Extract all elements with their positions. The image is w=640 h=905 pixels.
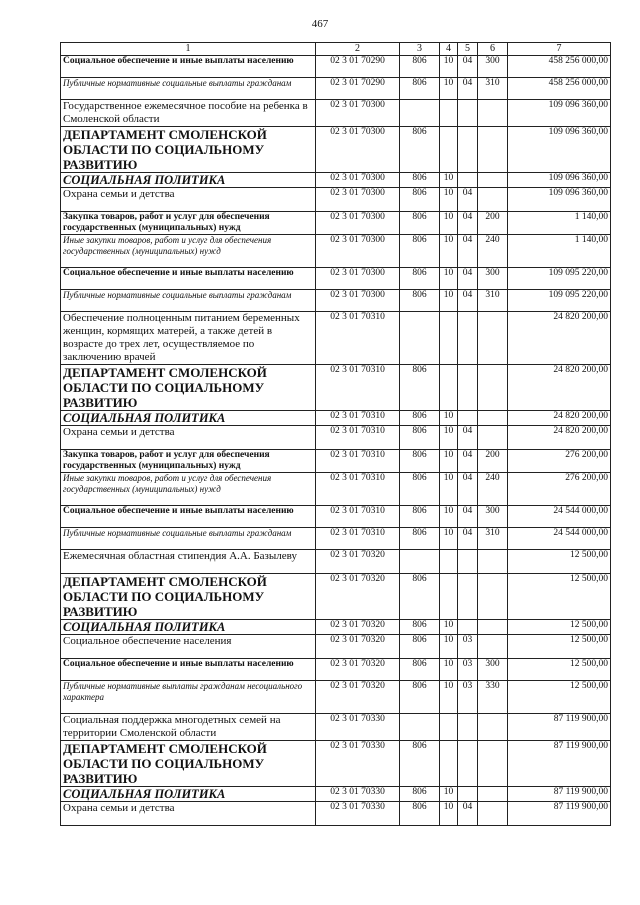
cell-c4: 10 [440, 212, 458, 235]
cell-code: 02 3 01 70320 [316, 550, 400, 574]
cell-amount: 24 544 000,00 [508, 528, 611, 550]
cell-code: 02 3 01 70310 [316, 312, 400, 365]
table-row [61, 635, 611, 659]
cell-c4 [440, 550, 458, 574]
cell-code: 02 3 01 70300 [316, 290, 400, 312]
cell-c4: 10 [440, 450, 458, 473]
table-row [61, 473, 611, 506]
table-row [61, 802, 611, 826]
header-col-4: 4 [440, 43, 458, 56]
cell-c4: 10 [440, 235, 458, 268]
cell-amount: 24 820 200,00 [508, 426, 611, 450]
cell-c5 [458, 714, 478, 741]
cell-c4: 10 [440, 787, 458, 802]
cell-name: ДЕПАРТАМЕНТ СМОЛЕНСКОЙ ОБЛАСТИ ПО СОЦИАЛЬНОМУ РАЗВИТИЮ [61, 741, 316, 787]
cell-c6: 240 [478, 473, 508, 506]
cell-name: Охрана семьи и детства [61, 802, 316, 826]
cell-c5: 03 [458, 659, 478, 681]
table-row [61, 290, 611, 312]
table-row [61, 620, 611, 635]
cell-c6 [478, 100, 508, 127]
cell-c5: 04 [458, 78, 478, 100]
cell-c4 [440, 100, 458, 127]
cell-code: 02 3 01 70300 [316, 268, 400, 290]
cell-c6: 300 [478, 268, 508, 290]
table-row [61, 235, 611, 268]
cell-code: 02 3 01 70300 [316, 127, 400, 173]
cell-c3: 806 [400, 802, 440, 826]
cell-amount: 458 256 000,00 [508, 78, 611, 100]
cell-c5: 04 [458, 473, 478, 506]
cell-code: 02 3 01 70310 [316, 411, 400, 426]
cell-c6: 200 [478, 450, 508, 473]
cell-name: Социальное обеспечение и иные выплаты населению [61, 506, 316, 528]
cell-amount: 12 500,00 [508, 620, 611, 635]
cell-amount: 1 140,00 [508, 212, 611, 235]
cell-c3: 806 [400, 268, 440, 290]
table-row [61, 506, 611, 528]
cell-name: ДЕПАРТАМЕНТ СМОЛЕНСКОЙ ОБЛАСТИ ПО СОЦИАЛЬНОМУ РАЗВИТИЮ [61, 365, 316, 411]
cell-name: Социальное обеспечение и иные выплаты населению [61, 268, 316, 290]
cell-code: 02 3 01 70310 [316, 528, 400, 550]
cell-c5: 03 [458, 635, 478, 659]
cell-c3: 806 [400, 620, 440, 635]
cell-c6 [478, 411, 508, 426]
table-row [61, 100, 611, 127]
table-row [61, 268, 611, 290]
table-row [61, 426, 611, 450]
cell-c5 [458, 365, 478, 411]
cell-c4 [440, 714, 458, 741]
header-col-1: 1 [61, 43, 316, 56]
cell-code: 02 3 01 70330 [316, 802, 400, 826]
cell-c6 [478, 312, 508, 365]
cell-c6 [478, 802, 508, 826]
cell-amount: 24 544 000,00 [508, 506, 611, 528]
cell-amount: 12 500,00 [508, 635, 611, 659]
table-row [61, 188, 611, 212]
cell-c5 [458, 100, 478, 127]
cell-amount: 12 500,00 [508, 574, 611, 620]
cell-amount: 109 096 360,00 [508, 173, 611, 188]
cell-name: Обеспечение полноценным питанием беременных женщин, кормящих матерей, а также детей в возрасте до трех лет, осуществляемое по заключению врачей [61, 312, 316, 365]
cell-c5: 04 [458, 506, 478, 528]
cell-c5 [458, 312, 478, 365]
cell-c6 [478, 188, 508, 212]
cell-c3: 806 [400, 450, 440, 473]
cell-c4: 10 [440, 802, 458, 826]
cell-c5: 04 [458, 528, 478, 550]
cell-c6 [478, 787, 508, 802]
cell-c4: 10 [440, 290, 458, 312]
cell-c5 [458, 787, 478, 802]
cell-c3: 806 [400, 56, 440, 78]
cell-c4: 10 [440, 659, 458, 681]
cell-code: 02 3 01 70330 [316, 741, 400, 787]
cell-code: 02 3 01 70320 [316, 620, 400, 635]
cell-c6 [478, 620, 508, 635]
cell-c3: 806 [400, 212, 440, 235]
cell-c6: 310 [478, 290, 508, 312]
cell-c3: 806 [400, 635, 440, 659]
cell-c4: 10 [440, 188, 458, 212]
cell-name: Государственное ежемесячное пособие на ребенка в Смоленской области [61, 100, 316, 127]
budget-table [60, 42, 611, 826]
cell-c3: 806 [400, 127, 440, 173]
cell-name: Публичные нормативные социальные выплаты гражданам [61, 290, 316, 312]
cell-c5: 04 [458, 802, 478, 826]
cell-name: СОЦИАЛЬНАЯ ПОЛИТИКА [61, 787, 316, 802]
cell-c3: 806 [400, 741, 440, 787]
cell-amount: 87 119 900,00 [508, 787, 611, 802]
cell-amount: 24 820 200,00 [508, 365, 611, 411]
cell-name: Охрана семьи и детства [61, 188, 316, 212]
cell-c3: 806 [400, 659, 440, 681]
cell-c6: 300 [478, 506, 508, 528]
header-col-5: 5 [458, 43, 478, 56]
cell-c6 [478, 365, 508, 411]
cell-c5: 04 [458, 212, 478, 235]
table-row [61, 411, 611, 426]
cell-c6 [478, 574, 508, 620]
cell-name: Иные закупки товаров, работ и услуг для обеспечения государственных (муниципальных) нужд [61, 473, 316, 506]
cell-c6 [478, 173, 508, 188]
cell-c4: 10 [440, 426, 458, 450]
cell-c4: 10 [440, 473, 458, 506]
cell-c6: 200 [478, 212, 508, 235]
cell-c6 [478, 550, 508, 574]
cell-c3 [400, 312, 440, 365]
cell-c4 [440, 741, 458, 787]
cell-name: СОЦИАЛЬНАЯ ПОЛИТИКА [61, 173, 316, 188]
cell-c6: 310 [478, 528, 508, 550]
header-col-6: 6 [478, 43, 508, 56]
cell-c6 [478, 426, 508, 450]
table-row [61, 127, 611, 173]
cell-c4: 10 [440, 506, 458, 528]
cell-c3: 806 [400, 574, 440, 620]
cell-amount: 87 119 900,00 [508, 802, 611, 826]
cell-c5: 04 [458, 235, 478, 268]
cell-name: Ежемесячная областная стипендия А.А. Базылеву [61, 550, 316, 574]
cell-c3: 806 [400, 188, 440, 212]
cell-c5: 04 [458, 426, 478, 450]
table-row [61, 787, 611, 802]
cell-code: 02 3 01 70310 [316, 506, 400, 528]
cell-c4 [440, 312, 458, 365]
cell-code: 02 3 01 70320 [316, 659, 400, 681]
cell-c3: 806 [400, 173, 440, 188]
cell-code: 02 3 01 70300 [316, 188, 400, 212]
cell-c5 [458, 127, 478, 173]
cell-c5: 03 [458, 681, 478, 714]
cell-c3: 806 [400, 426, 440, 450]
cell-c4: 10 [440, 268, 458, 290]
page-number: 467 [311, 18, 329, 30]
cell-c4: 10 [440, 173, 458, 188]
cell-c4: 10 [440, 56, 458, 78]
cell-name: Социальное обеспечение и иные выплаты населению [61, 56, 316, 78]
cell-c5 [458, 550, 478, 574]
table-row [61, 550, 611, 574]
cell-c3: 806 [400, 681, 440, 714]
cell-c3 [400, 714, 440, 741]
cell-amount: 1 140,00 [508, 235, 611, 268]
cell-name: СОЦИАЛЬНАЯ ПОЛИТИКА [61, 620, 316, 635]
cell-amount: 109 096 360,00 [508, 127, 611, 173]
cell-c5: 04 [458, 188, 478, 212]
cell-c6: 300 [478, 56, 508, 78]
cell-name: Иные закупки товаров, работ и услуг для обеспечения государственных (муниципальных) нужд [61, 235, 316, 268]
cell-c3 [400, 550, 440, 574]
cell-name: Социальное обеспечение населения [61, 635, 316, 659]
cell-code: 02 3 01 70330 [316, 714, 400, 741]
cell-c5 [458, 574, 478, 620]
cell-c3: 806 [400, 787, 440, 802]
table-row [61, 212, 611, 235]
table-row [61, 741, 611, 787]
cell-c3: 806 [400, 506, 440, 528]
cell-amount: 87 119 900,00 [508, 714, 611, 741]
cell-amount: 12 500,00 [508, 659, 611, 681]
cell-c3: 806 [400, 473, 440, 506]
table-row [61, 173, 611, 188]
cell-c4: 10 [440, 620, 458, 635]
table-row [61, 659, 611, 681]
cell-c4: 10 [440, 635, 458, 659]
cell-c4 [440, 574, 458, 620]
cell-c3: 806 [400, 78, 440, 100]
table-row [61, 312, 611, 365]
cell-code: 02 3 01 70310 [316, 365, 400, 411]
cell-c6 [478, 127, 508, 173]
cell-c5: 04 [458, 290, 478, 312]
header-col-2: 2 [316, 43, 400, 56]
table-row [61, 78, 611, 100]
table-row [61, 365, 611, 411]
cell-c3 [400, 100, 440, 127]
cell-c6 [478, 635, 508, 659]
cell-c6: 330 [478, 681, 508, 714]
table-body [61, 56, 611, 826]
cell-code: 02 3 01 70310 [316, 473, 400, 506]
cell-code: 02 3 01 70320 [316, 635, 400, 659]
cell-name: Социальное обеспечение и иные выплаты населению [61, 659, 316, 681]
cell-c5: 04 [458, 450, 478, 473]
cell-amount: 24 820 200,00 [508, 312, 611, 365]
cell-amount: 24 820 200,00 [508, 411, 611, 426]
cell-amount: 109 096 360,00 [508, 100, 611, 127]
cell-c4: 10 [440, 528, 458, 550]
cell-amount: 109 095 220,00 [508, 290, 611, 312]
cell-c3: 806 [400, 365, 440, 411]
cell-amount: 12 500,00 [508, 681, 611, 714]
cell-name: Публичные нормативные выплаты гражданам несоциального характера [61, 681, 316, 714]
cell-c3: 806 [400, 290, 440, 312]
cell-amount: 12 500,00 [508, 550, 611, 574]
cell-c5: 04 [458, 56, 478, 78]
cell-code: 02 3 01 70300 [316, 173, 400, 188]
cell-c6 [478, 741, 508, 787]
header-col-7: 7 [508, 43, 611, 56]
cell-amount: 109 095 220,00 [508, 268, 611, 290]
cell-c6: 300 [478, 659, 508, 681]
cell-name: Закупка товаров, работ и услуг для обеспечения государственных (муниципальных) нужд [61, 212, 316, 235]
cell-code: 02 3 01 70310 [316, 426, 400, 450]
cell-c6: 310 [478, 78, 508, 100]
cell-code: 02 3 01 70300 [316, 100, 400, 127]
cell-amount: 87 119 900,00 [508, 741, 611, 787]
cell-code: 02 3 01 70320 [316, 574, 400, 620]
cell-c5 [458, 411, 478, 426]
cell-c3: 806 [400, 528, 440, 550]
cell-c4 [440, 365, 458, 411]
table-row [61, 714, 611, 741]
cell-c4: 10 [440, 681, 458, 714]
cell-amount: 458 256 000,00 [508, 56, 611, 78]
cell-code: 02 3 01 70310 [316, 450, 400, 473]
cell-c5 [458, 741, 478, 787]
cell-c5 [458, 173, 478, 188]
cell-c4: 10 [440, 78, 458, 100]
cell-name: Социальная поддержка многодетных семей на территории Смоленской области [61, 714, 316, 741]
cell-amount: 276 200,00 [508, 450, 611, 473]
cell-c4 [440, 127, 458, 173]
table-row [61, 574, 611, 620]
cell-name: Публичные нормативные социальные выплаты гражданам [61, 528, 316, 550]
cell-amount: 109 096 360,00 [508, 188, 611, 212]
cell-code: 02 3 01 70300 [316, 235, 400, 268]
table-row [61, 56, 611, 78]
cell-name: ДЕПАРТАМЕНТ СМОЛЕНСКОЙ ОБЛАСТИ ПО СОЦИАЛЬНОМУ РАЗВИТИЮ [61, 574, 316, 620]
cell-amount: 276 200,00 [508, 473, 611, 506]
cell-code: 02 3 01 70290 [316, 78, 400, 100]
cell-c3: 806 [400, 411, 440, 426]
cell-name: Публичные нормативные социальные выплаты гражданам [61, 78, 316, 100]
cell-code: 02 3 01 70300 [316, 212, 400, 235]
cell-c3: 806 [400, 235, 440, 268]
cell-code: 02 3 01 70330 [316, 787, 400, 802]
cell-name: СОЦИАЛЬНАЯ ПОЛИТИКА [61, 411, 316, 426]
header-col-3: 3 [400, 43, 440, 56]
cell-name: ДЕПАРТАМЕНТ СМОЛЕНСКОЙ ОБЛАСТИ ПО СОЦИАЛЬНОМУ РАЗВИТИЮ [61, 127, 316, 173]
cell-code: 02 3 01 70320 [316, 681, 400, 714]
header-row [61, 43, 611, 56]
cell-c5 [458, 620, 478, 635]
table-row [61, 450, 611, 473]
cell-code: 02 3 01 70290 [316, 56, 400, 78]
cell-c4: 10 [440, 411, 458, 426]
cell-c6: 240 [478, 235, 508, 268]
table-row [61, 528, 611, 550]
table-row [61, 681, 611, 714]
cell-c6 [478, 714, 508, 741]
cell-name: Охрана семьи и детства [61, 426, 316, 450]
cell-c5: 04 [458, 268, 478, 290]
cell-name: Закупка товаров, работ и услуг для обеспечения государственных (муниципальных) нужд [61, 450, 316, 473]
